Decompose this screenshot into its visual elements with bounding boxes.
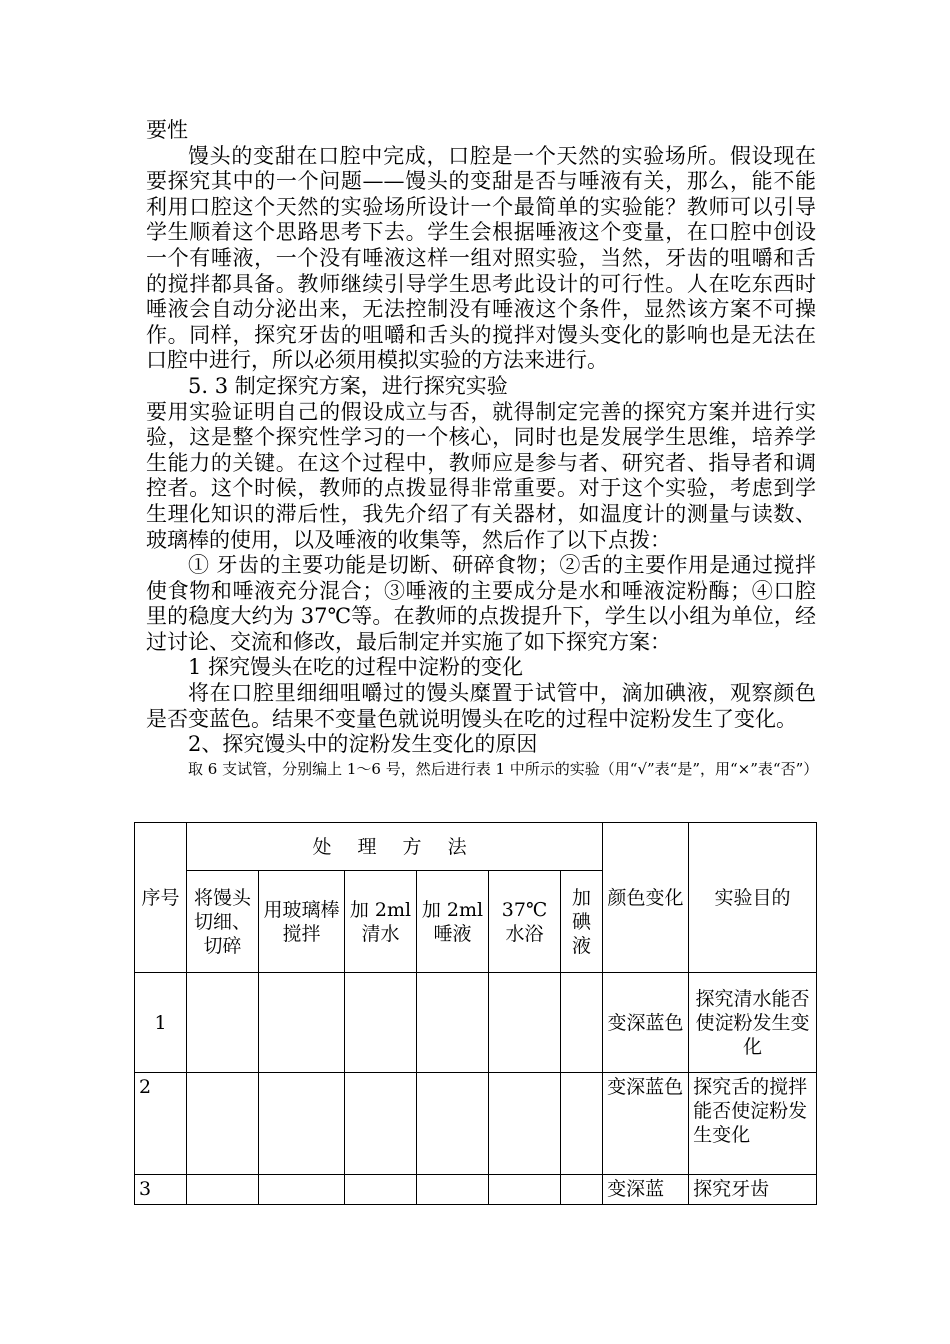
row-color: 变深蓝色 — [603, 973, 689, 1073]
row-cell-iodine — [561, 1175, 603, 1205]
row-purpose: 探究牙齿 — [689, 1175, 817, 1205]
row-cell-saliva — [417, 973, 489, 1073]
subheading-step-1: 1 探究馒头在吃的过程中淀粉的变化 — [188, 655, 524, 680]
row-cell-saliva — [417, 1175, 489, 1205]
row-cell-stir — [259, 1175, 345, 1205]
row-color: 变深蓝 — [603, 1175, 689, 1205]
header-method-iodine: 加碘液 — [561, 871, 603, 973]
row-cell-iodine — [561, 973, 603, 1073]
subheading-step-2: 2、探究馒头中的淀粉发生变化的原因 — [188, 732, 538, 757]
row-cell-cut — [187, 1175, 259, 1205]
row-color: 变深蓝色 — [603, 1073, 689, 1175]
header-method-group — [187, 823, 603, 871]
document-body — [146, 118, 819, 781]
paragraph-saliva-reasoning: 馒头的变甜在口腔中完成，口腔是一个天然的实验场所。假设现在要探究其中的一个问题——馒头的变甜是否与唾液有关，那么，能不能利用口腔这个天然的实验场所设计一个最简单的实验能？教师可以引导学生顺着这个思路思考下去。学生会根据唾液这个变量，在口腔中创设一个有唾液，一个没有唾液这样一组对照实验，当然，牙齿的咀嚼和舌的搅拌都具备。教师继续引导学生思考此设计的可行性。人在吃东西时唾液会自动分泌出来，无法控制没有唾液这个条件，显然该方案不可操作。同样，探究牙齿的咀嚼和舌头的搅拌对馒头变化的影响也是无法在口腔中进行，所以必须用模拟实验的方法来进行。 — [146, 143, 816, 373]
header-method-water: 加 2ml 清水 — [345, 871, 417, 973]
row-cell-iodine — [561, 1073, 603, 1175]
row-cell-water — [345, 1073, 417, 1175]
row-purpose: 探究舌的搅拌能否使淀粉发生变化 — [689, 1073, 817, 1175]
header-method-saliva: 加 2ml 唾液 — [417, 871, 489, 973]
row-cell-stir — [259, 1073, 345, 1175]
header-method-group-label: 处 理 方 法 — [312, 835, 477, 858]
paragraph-hints: ① 牙齿的主要功能是切断、研碎食物；②舌的主要作用是通过搅拌使食物和唾液充分混合；③唾液的主要成分是水和唾液淀粉酶；④口腔里的稳度大约为 37℃等。在教师的点拨提升下，学生以小组为单位，经过讨论、交流和修改，最后制定并实施了如下探究方案： — [146, 553, 816, 654]
header-color: 颜色变化 — [603, 823, 689, 973]
header-method-water-bath: 37℃ 水浴 — [489, 871, 561, 973]
row-seq: 2 — [135, 1073, 187, 1175]
paragraph-step-1: 将在口腔里细细咀嚼过的馒头糜置于试管中，滴加碘液，观察颜色是否变蓝色。结果不变量色就说明馒头在吃的过程中淀粉发生了变化。 — [146, 681, 816, 731]
section-heading-5-3: 5. 3 制定探究方案，进行探究实验 — [188, 373, 508, 398]
row-cell-water — [345, 1175, 417, 1205]
row-cell-stir — [259, 973, 345, 1073]
header-method-cut: 将馒头切细、切碎 — [187, 871, 259, 973]
header-seq: 序号 — [135, 823, 187, 973]
paragraph-plan-intro: 要用实验证明自己的假设成立与否，就得制定完善的探究方案并进行实验，这是整个探究性学习的一个核心，同时也是发展学生思维，培养学生能力的关键。在这个过程中，教师应是参与者、研究者、指导者和调控者。这个时候，教师的点拨显得非常重要。对于这个实验，考虑到学生理化知识的滞后性，我先介绍了有关器材，如温度计的测量与读数、玻璃棒的使用，以及唾液的收集等，然后作了以下点拨： — [146, 399, 816, 552]
row-cell-saliva — [417, 1073, 489, 1175]
header-purpose: 实验目的 — [689, 823, 817, 973]
row-cell-water-bath — [489, 1175, 561, 1205]
header-method-stir: 用玻璃棒搅拌 — [259, 871, 345, 973]
table-row — [135, 1175, 817, 1205]
row-cell-cut — [187, 1073, 259, 1175]
table-note: 取 6 支试管，分别编上 1～6 号，然后进行表 1 中所示的实验（用“√”表“是”，用“×”表“否”） — [188, 759, 819, 778]
row-cell-water-bath — [489, 973, 561, 1073]
table-row — [135, 973, 817, 1073]
row-seq: 1 — [135, 973, 187, 1073]
row-cell-cut — [187, 973, 259, 1073]
table-row — [135, 1073, 817, 1175]
row-cell-water-bath — [489, 1073, 561, 1175]
row-seq: 3 — [135, 1175, 187, 1205]
experiment-table — [134, 822, 817, 1205]
row-purpose: 探究清水能否使淀粉发生变化 — [689, 973, 817, 1073]
row-cell-water — [345, 973, 417, 1073]
paragraph-continuation: 要性 — [146, 118, 188, 142]
